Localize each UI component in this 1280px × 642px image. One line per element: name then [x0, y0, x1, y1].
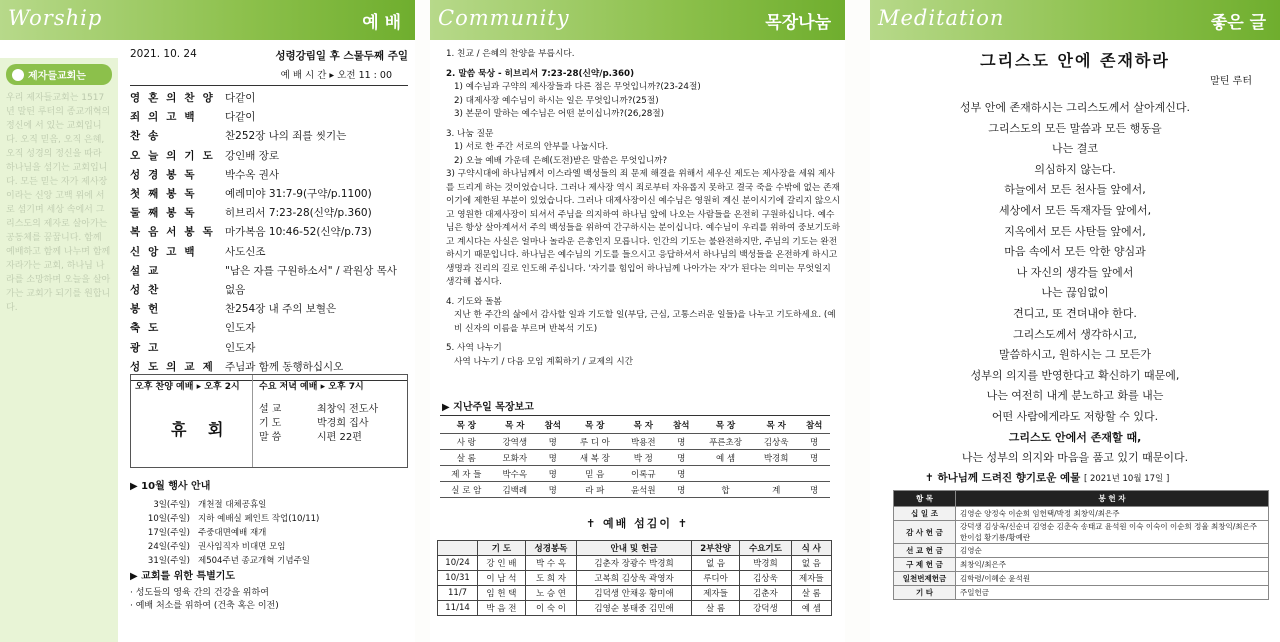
group-report-table — [440, 415, 830, 498]
guide-line: 1. 친교 / 은혜의 찬양을 부릅시다. — [446, 49, 575, 59]
group-cell: 명 — [537, 466, 569, 482]
group-cell: 계 — [754, 482, 798, 498]
service-cell: 예 셈 — [791, 601, 831, 616]
meditation-author: 말틴 루터 — [1210, 76, 1252, 87]
order-list — [130, 85, 408, 381]
group-cell: 명 — [665, 434, 697, 450]
group-cell — [754, 466, 798, 482]
service-cell: 임 헌 택 — [478, 586, 526, 601]
evening-role-row — [259, 403, 378, 417]
order-row — [130, 166, 408, 185]
service-cell: 김상욱 — [740, 571, 791, 586]
service-cell: 도 희 자 — [525, 571, 576, 586]
october-title: ▶ 10월 행사 안내 — [130, 481, 211, 492]
heart-icon — [12, 69, 24, 81]
order-item: 죄의고백 — [130, 111, 203, 124]
service-cell: 살 롬 — [691, 601, 739, 616]
order-value: 히브리서 7:23-28(신약/p.360) — [225, 207, 372, 220]
church-intro-title: 제자들교회는 — [6, 64, 112, 85]
offering-donors: 최창익/최은주 — [956, 558, 1269, 572]
event-date: 17일(주일) — [147, 528, 190, 538]
order-item: 복음서봉독 — [130, 226, 221, 239]
service-header-cell: 기 도 — [478, 541, 526, 556]
order-item: 오늘의기도 — [130, 149, 221, 162]
order-row — [130, 127, 408, 146]
service-cell: 이 남 석 — [478, 571, 526, 586]
order-value: 인도자 — [225, 322, 256, 335]
prayer-item: · 성도들의 영육 간의 건강을 위하여 — [130, 588, 269, 598]
guide-line: 지난 한 주간의 삶에서 감사할 일과 기도할 일(부담, 근심, 고통스러운 일들)을 나누고 기도하세요. (예비 신자의 이름을 부르며 반복석 기도) — [454, 310, 836, 334]
service-cell: 박 음 전 — [478, 601, 526, 616]
event-row — [130, 512, 408, 526]
other-services-box — [130, 374, 408, 468]
group-cell — [697, 466, 754, 482]
poem-line: 나는 여전히 내게 분노하고 화를 내는 — [986, 389, 1164, 403]
poem-line: 나는 끊임없이 — [1041, 286, 1109, 300]
group-cell: 명 — [537, 450, 569, 466]
poem-line: 하늘에서 모든 천사들 앞에서, — [1004, 183, 1146, 197]
service-helpers-table — [437, 540, 832, 616]
church-intro-text: 우리 제자들교회는 1517년 말틴 루터의 종교개혁의 정신에 서 있는 교회입니다. 오직 믿음, 오직 은혜, 오직 성경의 정신을 따라 하나님을 섬기는 교회입니다. 모든 믿는 자가 제사장이라는 신앙 고백 위에 서로 섬기며 세상 속에서 그리스도의 제자로 살아가는 공동체를 꿈꿉니다. 함께 예배하고 함께 나누며 함께 자라가는 교회, 하나님 나라를 소망하며 오늘을 살아가는 교회가 되기를 원합니다. — [6, 93, 111, 313]
service-cell: 박경희 — [740, 556, 791, 571]
event-text: 권사임직자 비대면 모임 — [198, 542, 286, 552]
offering-donors: 강덕생 김상옥/신순녀 김영순 김춘숙 송태교 윤석원 이숙 이숙이 이순희 정율 최창익/최은주 한이섭 황기룡/황예란 — [956, 521, 1269, 544]
order-value: 강인배 장로 — [225, 149, 280, 162]
order-value: 다같이 — [225, 111, 256, 124]
recess-label: 휴 회 — [171, 420, 232, 439]
order-row — [130, 281, 408, 300]
event-date: 3일(주일) — [153, 500, 190, 510]
service-cell: 이 숙 이 — [525, 601, 576, 616]
offering-row — [894, 572, 1269, 586]
service-row — [438, 571, 832, 586]
group-cell: 박경희 — [754, 450, 798, 466]
service-header-cell — [438, 541, 478, 556]
event-row — [130, 540, 408, 554]
group-row — [440, 466, 830, 482]
service-time: 예 배 시 간 ▸ 오전 11 : 00 — [280, 70, 392, 81]
evening-role-row — [259, 417, 378, 431]
offering-category: 일천번제헌금 — [894, 572, 956, 586]
offering-row — [894, 507, 1269, 521]
order-item: 신앙고백 — [130, 245, 203, 258]
group-cell: 김상욱 — [754, 434, 798, 450]
event-text: 지하 예배실 페인트 작업(10/11) — [198, 514, 320, 524]
order-row — [130, 262, 408, 281]
evening-role-row — [259, 431, 378, 445]
group-header-cell: 참석 — [665, 416, 697, 434]
order-item: 성경봉독 — [130, 168, 203, 181]
evening-roles — [259, 403, 378, 445]
service-cell: 제자들 — [791, 571, 831, 586]
group-row — [440, 450, 830, 466]
group-cell: 박 정 — [621, 450, 665, 466]
service-cell: 살 롬 — [791, 586, 831, 601]
poem-line: 세상에서 모든 독재자들 앞에서, — [998, 203, 1152, 217]
special-prayer — [130, 570, 408, 613]
poem-line: 성부 안에 존재하시는 그리스도께서 살아계신다. — [959, 101, 1190, 114]
group-sharing-guide — [446, 48, 841, 369]
service-cell: 11/7 — [438, 586, 478, 601]
guide-line: 2) 오늘 예배 가운데 은혜(도전)받은 말씀은 무엇입니까? — [454, 155, 668, 166]
prayer-title: ▶ 교회를 위한 특별기도 — [130, 571, 236, 582]
order-row — [130, 204, 408, 223]
service-header-cell: 안내 및 헌금 — [577, 541, 692, 556]
offering-category: 감 사 헌 금 — [894, 521, 956, 544]
event-text: 제504주년 종교개혁 기념주일 — [198, 556, 310, 566]
group-cell: 명 — [537, 482, 569, 498]
order-row — [130, 89, 408, 108]
guide-line: 2) 대제사장 예수님이 하시는 일은 무엇입니까?(25절) — [454, 95, 659, 106]
group-cell: 명 — [798, 450, 830, 466]
service-row — [438, 586, 832, 601]
offering-category: 십 일 조 — [894, 507, 956, 521]
service-row — [438, 601, 832, 616]
service-row — [438, 556, 832, 571]
guide-line: 5. 사역 나누기 — [446, 343, 502, 353]
order-value: 인도자 — [225, 341, 256, 354]
offering-category: 선 교 헌 금 — [894, 544, 956, 558]
group-cell: 강역생 — [493, 434, 537, 450]
poem-line: 나는 결코 — [1051, 142, 1098, 156]
poem-line: 지옥에서 모든 사탄들 앞에서, — [1004, 224, 1146, 238]
group-cell: 명 — [537, 434, 569, 450]
service-cell: 제자들 — [691, 586, 739, 601]
order-value: 주님과 함께 동행하십시오 — [225, 360, 344, 373]
worship-header-en: Worship — [8, 6, 103, 30]
event-text: 개천절 대체공휴일 — [198, 500, 267, 510]
group-cell: 사 랑 — [440, 434, 493, 450]
offering-category: 기 타 — [894, 586, 956, 600]
poem-line: 마음 속에서 모든 악한 양심과 — [1004, 245, 1146, 259]
event-row — [130, 554, 408, 568]
group-cell: 모화자 — [493, 450, 537, 466]
order-item: 성찬 — [130, 284, 167, 297]
order-value: 다같이 — [225, 92, 256, 104]
order-row — [130, 243, 408, 262]
order-value: 찬252장 나의 죄를 씻기는 — [225, 130, 347, 143]
group-report-title: ▶ 지난주일 목장보고 — [442, 402, 534, 413]
service-cell: 김덕생 안채옹 황미애 — [577, 586, 692, 601]
service-cell: 노 승 연 — [525, 586, 576, 601]
event-date: 10일(주일) — [147, 514, 190, 524]
meditation-poem — [870, 98, 1280, 469]
order-item: 영혼의찬양 — [130, 92, 221, 104]
group-header-cell: 목 장 — [697, 416, 754, 434]
meditation-header — [870, 0, 1280, 40]
group-header-cell: 목 자 — [621, 416, 665, 434]
group-header-cell: 목 장 — [569, 416, 622, 434]
order-value: 박수옥 권사 — [225, 168, 280, 181]
church-intro-sidebar — [0, 58, 118, 642]
offering-donors: 김영순 — [956, 544, 1269, 558]
afternoon-service-heading: 오후 찬양 예배 ▸ 오후 2시 — [135, 382, 240, 392]
poem-line: 성부의 의지를 반영한다고 확신하기 때문에, — [970, 368, 1180, 382]
order-value: 없음 — [225, 284, 246, 297]
group-cell: 루 디 아 — [569, 434, 622, 450]
order-value: 마가복음 10:46-52(신약/p.73) — [225, 226, 372, 239]
offering-row — [894, 544, 1269, 558]
order-item: 축도 — [130, 322, 167, 335]
order-value: 예레미야 31:7-9(구약/p.1100) — [225, 188, 372, 201]
october-events — [130, 480, 408, 568]
offering-donors: 김학령/이혜순 윤석원 — [956, 572, 1269, 586]
service-cell: 없 음 — [691, 556, 739, 571]
community-header — [430, 0, 845, 40]
role-label: 기도 — [259, 418, 285, 429]
guide-line: 1) 서로 한 주간 서로의 안부를 나눕시다. — [454, 142, 609, 152]
guide-line: 4. 기도와 돌봄 — [446, 296, 502, 307]
service-cell: 고복희 김상욱 곽영자 — [577, 571, 692, 586]
service-cell: 강 인 배 — [478, 556, 526, 571]
group-cell: 실 로 암 — [440, 482, 493, 498]
poem-line: 그리스도 안에서 존재할 때, — [1008, 430, 1142, 444]
group-cell: 김백례 — [493, 482, 537, 498]
poem-line: 말씀하시고, 원하시는 그 모든가 — [998, 348, 1152, 362]
group-cell: 제 자 들 — [440, 466, 493, 482]
service-header-cell: 식 사 — [791, 541, 831, 556]
service-header-cell: 2부찬양 — [691, 541, 739, 556]
order-row — [130, 319, 408, 338]
order-value: 사도신조 — [225, 245, 266, 258]
event-date: 24일(주일) — [147, 542, 190, 552]
service-date: 2021. 10. 24 — [130, 48, 197, 60]
offering-row — [894, 558, 1269, 572]
group-header-cell: 목 자 — [754, 416, 798, 434]
group-cell: 명 — [798, 434, 830, 450]
role-label: 말씀 — [259, 432, 285, 443]
event-row — [130, 526, 408, 540]
role-person: 시편 22편 — [317, 432, 362, 443]
poem-line: 그리스도의 모든 말씀과 모든 행동을 — [988, 121, 1162, 135]
role-person: 최창익 전도사 — [317, 404, 379, 415]
group-cell: 박용전 — [621, 434, 665, 450]
service-cell: 11/14 — [438, 601, 478, 616]
worship-order — [130, 48, 408, 381]
service-header-row — [438, 541, 832, 556]
service-cell: 10/24 — [438, 556, 478, 571]
order-row — [130, 339, 408, 358]
evening-service-heading: 수요 저녁 예배 ▸ 오후 7시 — [259, 382, 364, 392]
offering-row — [894, 586, 1269, 600]
service-cell: 김춘자 — [740, 586, 791, 601]
order-item: 설교 — [130, 264, 167, 277]
meditation-title: 그리스도 안에 존재하라 — [980, 51, 1170, 70]
poem-line: 견디고, 또 견뎌내야 한다. — [1013, 306, 1137, 320]
group-cell: 라 파 — [569, 482, 622, 498]
offering-header-cell: 항 목 — [894, 491, 956, 507]
group-cell: 명 — [665, 466, 697, 482]
service-cell: 10/31 — [438, 571, 478, 586]
service-header-cell: 성경봉독 — [525, 541, 576, 556]
guide-line: 3. 나눔 질문 — [446, 128, 494, 139]
group-cell: 믿 음 — [569, 466, 622, 482]
order-item: 광고 — [130, 341, 167, 354]
service-cell: 김춘자 장광수 박경희 — [577, 556, 692, 571]
poem-line: 어떤 사람에게라도 저항할 수 있다. — [991, 409, 1159, 423]
guide-line: 1) 예수님과 구약의 제사장들과 다른 점은 무엇입니까?(23-24절) — [454, 82, 701, 92]
guide-line: 2. 말씀 묵상 - 히브리서 7:23-28(신약/p.360) — [446, 68, 635, 79]
community-header-en: Community — [438, 6, 570, 30]
service-helpers-title: ✝ 예배 섬김이 ✝ — [585, 517, 690, 530]
order-value: 찬254장 내 주의 보혈은 — [225, 303, 337, 316]
group-cell: 박수옥 — [493, 466, 537, 482]
prayer-item: · 예배 처소를 위하여 (건축 혹은 이전) — [130, 601, 279, 611]
service-cell: 루디아 — [691, 571, 739, 586]
group-cell: 푸른초장 — [697, 434, 754, 450]
guide-line: 3) 구약시대에 하나님께서 이스라엘 백성들의 죄 문제 해결을 위해서 세우신 제도는 제사장을 세워 제사를 드리게 하는 것이었습니다. 그러나 제사장 역시 죄로부터 자유롭지 못하고 결국 죽을 수밖에 없는 존재이기에 제한된 부분이 있었습니다. 그러나 대제사장이신 예수님은 영원히 계신 분이시기에 갈리지 않으시고 영원한 대제사장이 되셔서 주님을 의지하여 하나님 앞에 나오는 사람들을 온전히 구원하십니다. 예수님은 항상 살아계셔서 주의 백성들을 위하여 간구하시는 분이십니다. 예수님이 우리를 위하여 중보기도하고 계시다는 사실은 얼마나 놀라운 은총인지 모릅니다. 인간의 기도는 불완전하지만, 주님의 기도는 완전하시기 때문입니다. 하나님은 예수님의 기도를 들으시고 응답하셔서 하나님의 백성들을 온전하게 하시고 생명과 진리의 길로 인도해 주십니다. '자기를 힘입어 하나님께 나아가는 자'가 된다는 의미는 무엇일지 생각해 봅시다. — [446, 169, 840, 287]
offering-header-cell: 봉 헌 자 — [956, 491, 1269, 507]
group-row — [440, 434, 830, 450]
worship-header-ko: 예 배 — [362, 13, 401, 33]
group-header-cell: 참석 — [537, 416, 569, 434]
order-item: 첫째봉독 — [130, 188, 203, 201]
group-cell: 명 — [665, 482, 697, 498]
meditation-header-ko: 좋은 글 — [1210, 13, 1266, 33]
group-cell: 이록규 — [621, 466, 665, 482]
order-item: 성도의교제 — [130, 360, 221, 373]
service-cell: 강덕생 — [740, 601, 791, 616]
offering-table — [893, 490, 1269, 600]
group-cell: 명 — [665, 450, 697, 466]
guide-line: 사역 나누기 / 다음 모임 계획하기 / 교제의 시간 — [454, 356, 634, 367]
worship-panel — [0, 0, 415, 642]
order-value: "남은 자를 구원하소서" / 곽원상 목사 — [225, 264, 397, 277]
group-row — [440, 482, 830, 498]
role-label: 설교 — [259, 404, 285, 415]
order-row — [130, 108, 408, 127]
event-text: 주중대면예배 재개 — [198, 528, 267, 538]
service-cell: 없 음 — [791, 556, 831, 571]
event-date: 31일(주일) — [147, 556, 190, 566]
poem-line: 나 자신의 생각들 앞에서 — [1016, 265, 1134, 279]
meditation-header-en: Meditation — [878, 6, 1005, 30]
event-row — [130, 498, 408, 512]
group-cell: 예 셈 — [697, 450, 754, 466]
order-item: 찬송 — [130, 130, 167, 143]
poem-line: 나는 성부의 의지와 마음을 품고 있기 때문이다. — [961, 451, 1189, 465]
group-cell — [798, 466, 830, 482]
service-cell: 김영순 봉태중 김민애 — [577, 601, 692, 616]
order-row — [130, 223, 408, 242]
order-row — [130, 185, 408, 204]
order-row — [130, 147, 408, 166]
group-cell: 합 — [697, 482, 754, 498]
group-cell: 명 — [798, 482, 830, 498]
offering-header-row — [894, 491, 1269, 507]
offering-row — [894, 521, 1269, 544]
poem-line: 그리스도께서 생각하시고, — [1013, 327, 1137, 341]
group-header-cell: 목 장 — [440, 416, 493, 434]
group-cell: 살 롬 — [440, 450, 493, 466]
order-item: 둘째봉독 — [130, 207, 203, 220]
offering-donors: 주일헌금 — [956, 586, 1269, 600]
offering-donors: 김영순 양정숙 이순희 임헌택/박정 최창익/최은주 — [956, 507, 1269, 521]
divider — [252, 375, 253, 467]
order-row — [130, 300, 408, 319]
liturgical-sunday: 성령강림일 후 스물두째 주일 — [275, 50, 408, 62]
offering-category: 구 제 헌 금 — [894, 558, 956, 572]
worship-header — [0, 0, 415, 40]
service-header-cell: 수요기도 — [740, 541, 791, 556]
community-header-ko: 목장나눔 — [765, 13, 831, 33]
offering-title: ✝ 하나님께 드려진 향기로운 예물 [ 2021년 10월 17일 ] — [925, 472, 1170, 484]
order-item: 봉헌 — [130, 303, 167, 316]
poem-line: 의심하지 않는다. — [1034, 162, 1116, 176]
group-cell: 새 복 장 — [569, 450, 622, 466]
group-cell: 윤석원 — [621, 482, 665, 498]
service-cell: 박 수 옥 — [525, 556, 576, 571]
group-header-row — [440, 416, 830, 434]
group-header-cell: 목 자 — [493, 416, 537, 434]
group-header-cell: 참석 — [798, 416, 830, 434]
guide-line: 3) 본문이 말하는 예수님은 어떤 분이십니까?(26,28절) — [454, 109, 665, 119]
role-person: 박경희 집사 — [317, 418, 369, 429]
